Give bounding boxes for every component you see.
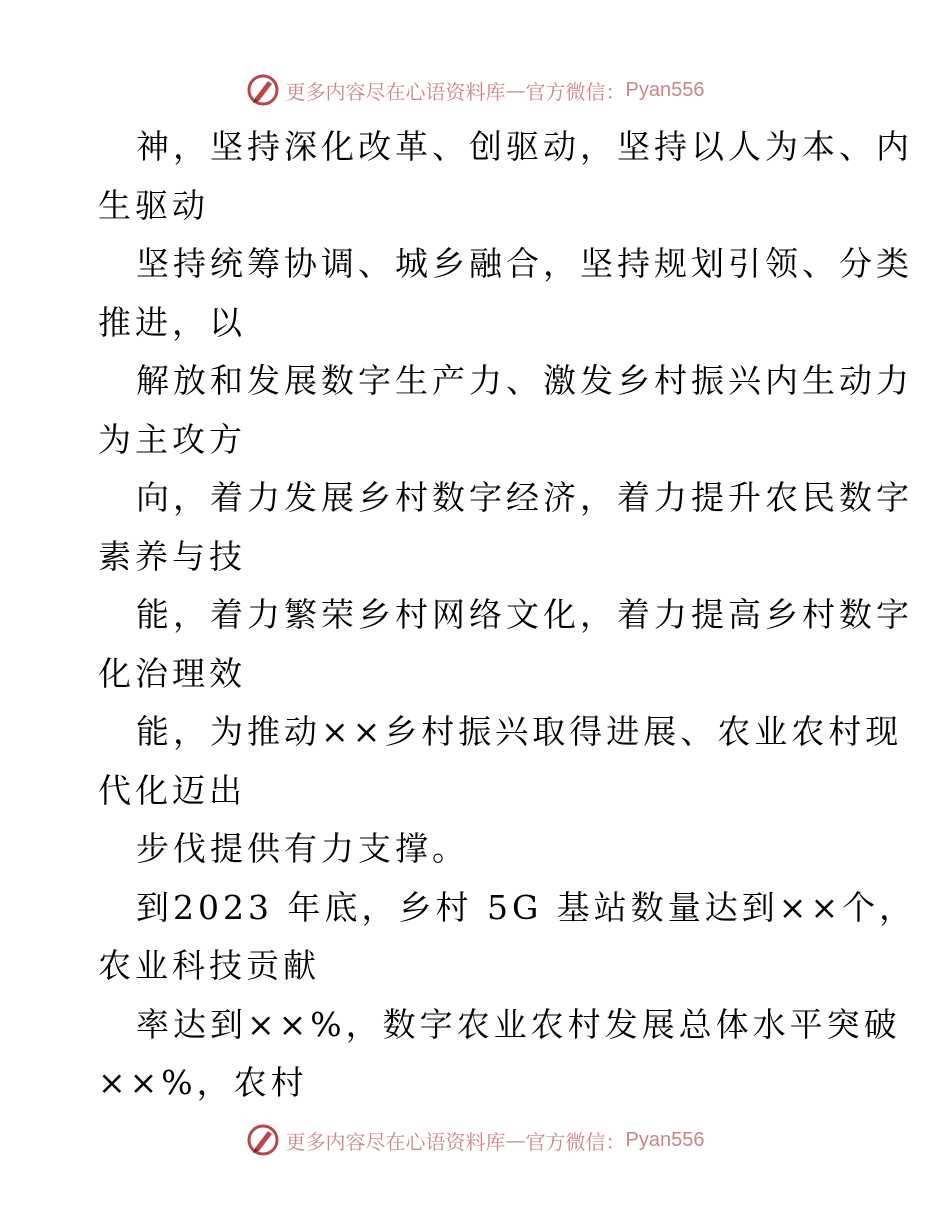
- footer-separator: —: [505, 1128, 526, 1152]
- header-separator: —: [505, 78, 526, 102]
- header-handle: Pyan556: [625, 78, 705, 101]
- text-line: 到2023 年底，乡村 5G 基站数量达到××个，: [136, 887, 917, 927]
- header-watermark: [0, 70, 950, 110]
- text-line: 推进，以: [98, 302, 246, 342]
- text-line: 步伐提供有力支撑。: [136, 829, 469, 868]
- text-line: 神，坚持深化改革、创驱动，坚持以人为本、内: [136, 127, 913, 166]
- text-line: 能，为推动××乡村振兴取得进展、农业农村现: [136, 712, 903, 751]
- text-line: 解放和发展数字生产力、激发乡村振兴内生动力: [136, 361, 913, 400]
- text-line: 农业科技贡献: [98, 946, 320, 985]
- header-contact-text: 官方微信：: [525, 79, 626, 104]
- text-line: 素养与技: [98, 536, 246, 576]
- footer-handle: Pyan556: [625, 1128, 705, 1151]
- text-line: 化治理效: [98, 653, 246, 693]
- text-line: 率达到××%，数字农业农村发展总体水平突破: [136, 1004, 901, 1044]
- pen-logo-icon: [246, 1123, 280, 1157]
- text-line: 为主攻方: [98, 419, 246, 459]
- footer-contact-text: 官方微信：: [525, 1129, 626, 1154]
- text-line: 能，着力繁荣乡村网络文化，着力提高乡村数字: [136, 595, 913, 634]
- text-line: 向，着力发展乡村数字经济，着力提升农民数字: [136, 478, 913, 517]
- text-line: 坚持统筹协调、城乡融合，坚持规划引领、分类: [136, 244, 913, 283]
- footer-watermark: [0, 1120, 950, 1160]
- text-line: 生驱动: [98, 185, 209, 225]
- pen-logo-icon: [246, 73, 280, 107]
- text-line: ××%，农村: [98, 1063, 308, 1102]
- text-line: 代化迈出: [98, 770, 246, 810]
- header-brand-text: 更多内容尽在心语资料库: [285, 79, 506, 104]
- document-body: [98, 118, 917, 1113]
- footer-brand-text: 更多内容尽在心语资料库: [285, 1129, 506, 1154]
